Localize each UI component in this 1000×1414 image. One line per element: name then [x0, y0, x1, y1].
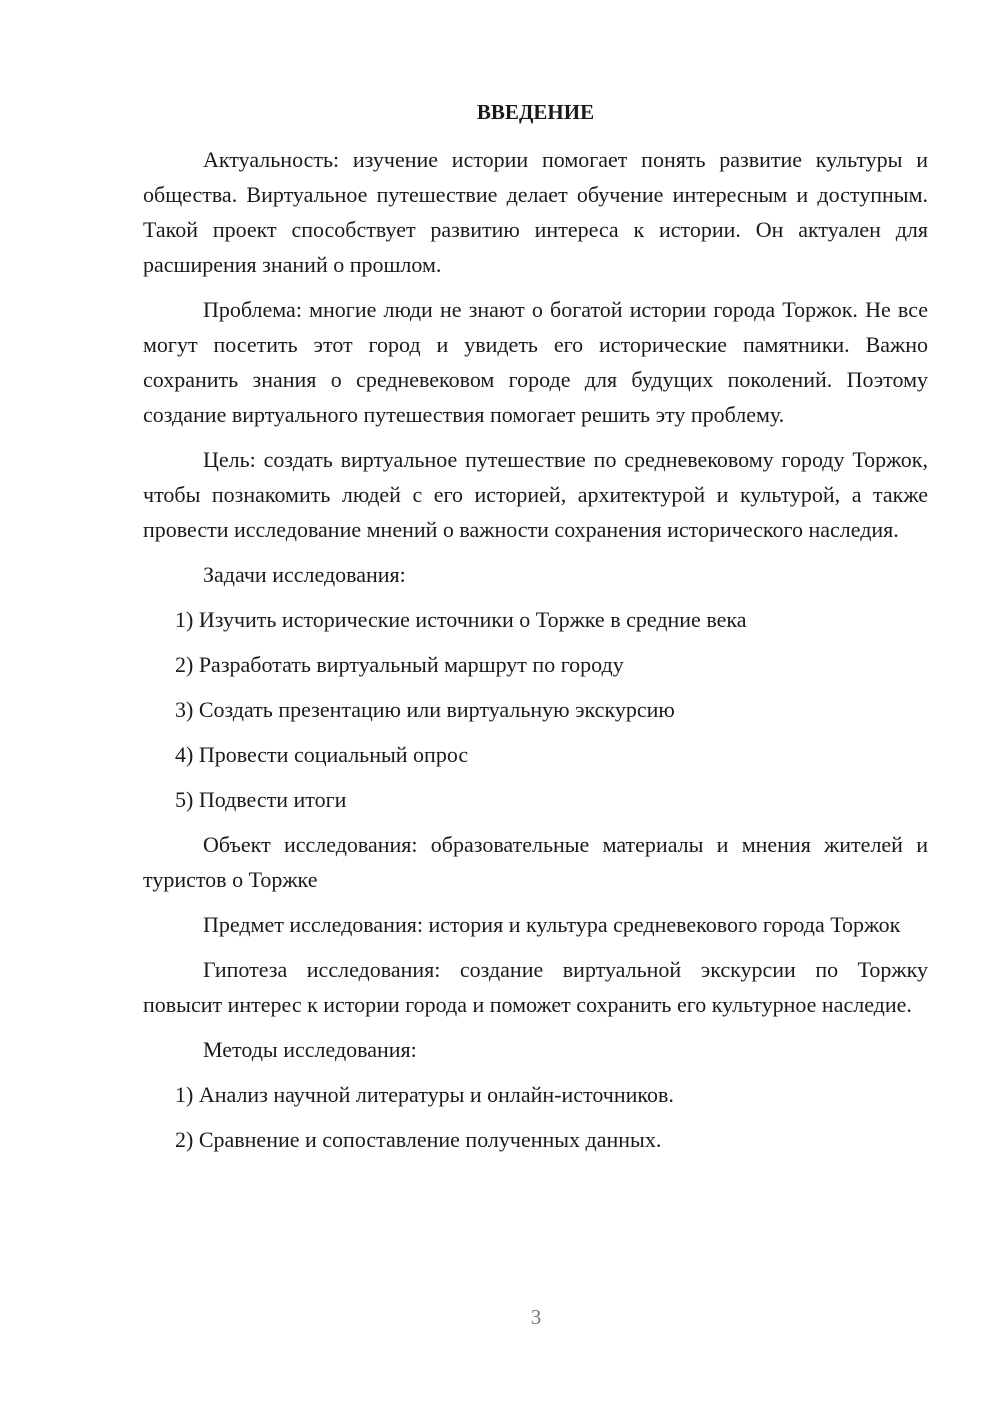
- methods-label: Методы исследования:: [203, 1037, 417, 1062]
- task-item-3: 3) Создать презентацию или виртуальную экскурсию: [175, 697, 675, 722]
- page-number: 3: [530, 1305, 542, 1329]
- section-heading: ВВЕДЕНИЕ: [476, 100, 595, 124]
- method-item-1: 1) Анализ научной литературы и онлайн-источников.: [175, 1082, 674, 1107]
- task-item-2: 2) Разработать виртуальный маршрут по городу: [175, 652, 624, 677]
- tasks-label: Задачи исследования:: [203, 562, 406, 587]
- task-item-1: 1) Изучить исторические источники о Торжке в средние века: [175, 607, 747, 632]
- goal-paragraph: Цель: создать виртуальное путешествие по средневековому городу Торжок, чтобы познакомить людей с его историей, архитектурой и культурой, а также провести исследование мнений о важности сохранения исторического наследия.: [143, 447, 928, 542]
- task-item-4: 4) Провести социальный опрос: [175, 742, 469, 767]
- task-item-5: 5) Подвести итоги: [175, 787, 347, 812]
- method-item-2: 2) Сравнение и сопоставление полученных данных.: [175, 1127, 662, 1152]
- problem-paragraph: Проблема: многие люди не знают о богатой истории города Торжок. Не все могут посетить этот город и увидеть его исторические памятники. Важно сохранить знания о средневековом городе для будущих поколений. Поэтому создание виртуального путешествия помогает решить эту проблему.: [143, 297, 928, 427]
- document-page: [143, 95, 928, 1167]
- hypothesis-paragraph: Гипотеза исследования: создание виртуальной экскурсии по Торжку повысит интерес к истории города и поможет сохранить его культурное наследие.: [143, 957, 928, 1017]
- subject-paragraph: Предмет исследования: история и культура средневекового города Торжок: [203, 912, 901, 937]
- object-paragraph: Объект исследования: образовательные материалы и мнения жителей и туристов о Торжке: [143, 832, 928, 892]
- relevance-paragraph: Актуальность: изучение истории помогает понять развитие культуры и общества. Виртуальное путешествие делает обучение интересным и доступным. Такой проект способствует развитию интереса к истории. Он актуален для расширения знаний о прошлом.: [143, 147, 928, 277]
